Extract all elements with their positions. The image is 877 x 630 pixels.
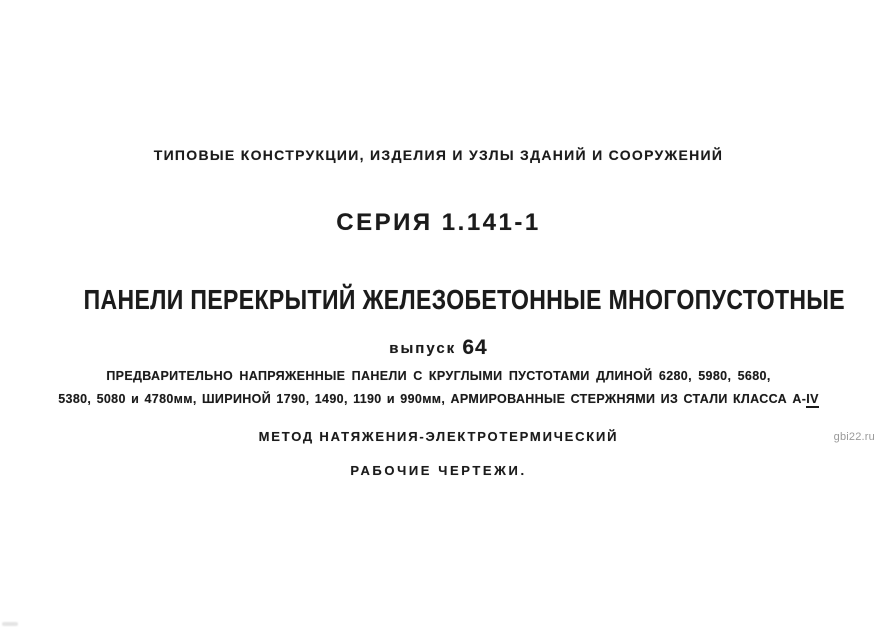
working-drawings-line: РАБОЧИЕ ЧЕРТЕЖИ.: [350, 463, 527, 478]
document-title: [0, 284, 877, 316]
watermark-text: gbi22.ru: [833, 431, 875, 443]
issue-line: [0, 336, 877, 360]
document-title-text: ПАНЕЛИ ПЕРЕКРЫТИЙ ЖЕЛЕЗОБЕТОННЫЕ МНОГОПУСТОТНЫЕ: [83, 284, 846, 315]
specs-line-2-text: 5380, 5080 и 4780мм, ШИРИНОЙ 1790, 1490, 1190 и 990мм, АРМИРОВАННЫЕ СТЕРЖНЯМИ ИЗ СТАЛИ КЛАССА А-: [58, 392, 807, 406]
steel-class-numeral: IV: [806, 392, 819, 406]
specs-line-1: ПРЕДВАРИТЕЛЬНО НАПРЯЖЕННЫЕ ПАНЕЛИ С КРУГЛЫМИ ПУСТОТАМИ ДЛИНОЙ 6280, 5980, 5680,: [106, 369, 771, 383]
issue-label: выпуск: [389, 340, 457, 357]
issue-number: 64: [462, 336, 488, 359]
scan-artifact-smudge: [2, 622, 18, 626]
tensioning-method-line: МЕТОД НАТЯЖЕНИЯ-ЭЛЕКТРОТЕРМИЧЕСКИЙ: [258, 429, 619, 444]
series-number: СЕРИЯ 1.141-1: [336, 209, 541, 236]
specs-line-2: [0, 392, 877, 406]
document-header: ТИПОВЫЕ КОНСТРУКЦИИ, ИЗДЕЛИЯ И УЗЛЫ ЗДАНИЙ И СООРУЖЕНИЙ: [153, 147, 724, 163]
